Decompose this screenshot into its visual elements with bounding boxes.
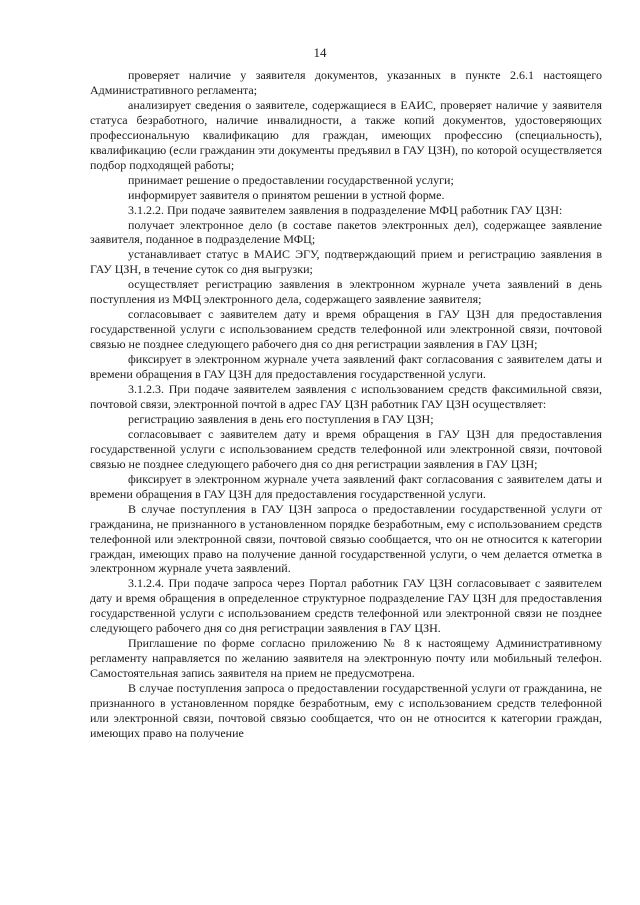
paragraph: согласовывает с заявителем дату и время обращения в ГАУ ЦЗН для предоставления государственной услуги с использованием средств телефонной или электронной связи, почтовой связью не позднее следующего рабочего дня со дня регистрации заявления в ГАУ ЦЗН;: [90, 426, 602, 471]
section-3-1-2-4: 3.1.2.4. При подаче запроса через Портал работник ГАУ ЦЗН согласовывает с заявителем дату и время обращения в определенное структурное подразделение ГАУ ЦЗН для предоставления государственной услуги с использованием средств телефонной или электронной связи не позднее следующего рабочего дня со дня регистрации заявления в ГАУ ЦЗН.: [90, 576, 602, 636]
paragraph: В случае поступления в ГАУ ЦЗН запроса о предоставлении государственной услуги от гражданина, не признанного в установленном порядке безработным, ему с использованием средств телефонной или электронной связи, почтовой связью сообщается, что он не относится к категории граждан, имеющих право на получение данной государственной услуги, о чем делается отметка в электронном журнале учета заявлений.: [90, 501, 602, 576]
paragraph: фиксирует в электронном журнале учета заявлений факт согласования с заявителем даты и времени обращения в ГАУ ЦЗН для предоставления государственной услуги.: [90, 352, 602, 382]
paragraph: осуществляет регистрацию заявления в электронном журнале учета заявлений в день поступления из МФЦ электронного дела, содержащего заявление заявителя;: [90, 277, 602, 307]
document-body: [90, 68, 602, 741]
paragraph: принимает решение о предоставлении государственной услуги;: [128, 172, 454, 187]
paragraph: регистрацию заявления в день его поступления в ГАУ ЦЗН;: [128, 411, 434, 426]
page-number: 14: [313, 45, 327, 60]
section-3-1-2-2: 3.1.2.2. При подаче заявителем заявления в подразделение МФЦ работник ГАУ ЦЗН:: [128, 202, 563, 217]
paragraph: Приглашение по форме согласно приложению № 8 к настоящему Административному регламенту направляется по желанию заявителя на электронную почту или мобильный телефон. Самостоятельная запись заявителя на прием не предусмотрена.: [90, 636, 602, 681]
paragraph: согласовывает с заявителем дату и время обращения в ГАУ ЦЗН для предоставления государственной услуги с использованием средств телефонной или электронной связи, почтовой связью не позднее следующего рабочего дня со дня регистрации заявления в ГАУ ЦЗН;: [90, 307, 602, 352]
paragraph: получает электронное дело (в составе пакетов электронных дел), содержащее заявление заявителя, поданное в подразделение МФЦ;: [90, 217, 602, 247]
paragraph: В случае поступления запроса о предоставлении государственной услуги от гражданина, не признанного в установленном порядке безработным, ему с использованием средств телефонной или электронной связи, почтовой связью сообщается, что он не относится к категории граждан, имеющих право на получение: [90, 681, 602, 740]
section-3-1-2-3: 3.1.2.3. При подаче заявителем заявления с использованием средств факсимильной связи, почтовой связи, электронной почтой в адрес ГАУ ЦЗН работник ГАУ ЦЗН осуществляет:: [90, 382, 602, 411]
paragraph: анализирует сведения о заявителе, содержащиеся в ЕАИС, проверяет наличие у заявителя статуса безработного, наличие инвалидности, а также копий документов, удостоверяющих профессиональную квалификацию для граждан, имеющих профессию (специальность), квалификацию (если гражданин эти документы предъявил в ГАУ ЦЗН), по которой осуществляется подбор подходящей работы;: [90, 97, 602, 172]
paragraph: устанавливает статус в МАИС ЭГУ, подтверждающий прием и регистрацию заявления в ГАУ ЦЗН, в течение суток со дня выгрузки;: [90, 247, 602, 277]
paragraph: фиксирует в электронном журнале учета заявлений факт согласования с заявителем даты и времени обращения в ГАУ ЦЗН для предоставления государственной услуги.: [90, 471, 602, 501]
paragraph: информирует заявителя о принятом решении в устной форме.: [128, 187, 445, 202]
paragraph: проверяет наличие у заявителя документов, указанных в пункте 2.6.1 настоящего Административного регламента;: [90, 68, 602, 97]
